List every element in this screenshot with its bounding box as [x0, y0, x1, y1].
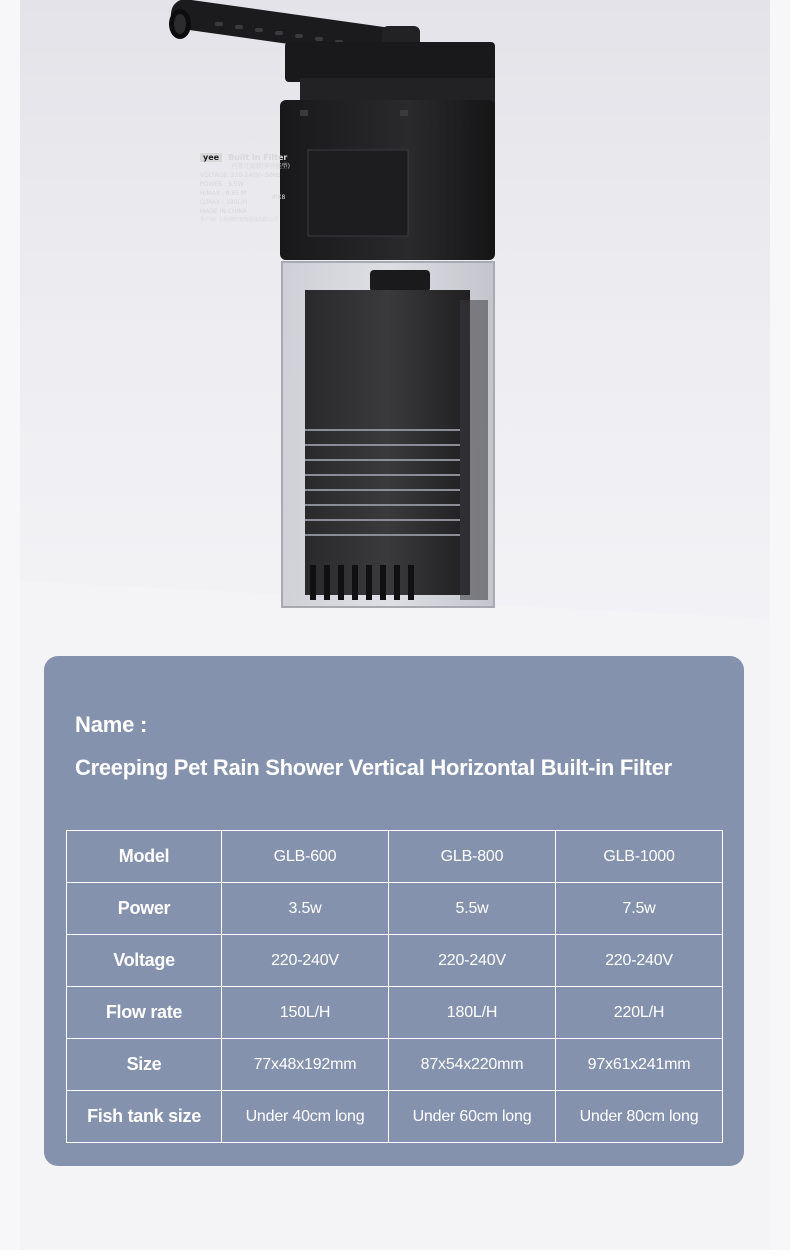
- filter-product-image: [160, 0, 505, 612]
- table-row: [67, 987, 723, 1039]
- table-cell: Under 40cm long: [222, 1091, 389, 1143]
- table-cell: 220-240V: [222, 935, 389, 987]
- name-label: Name :: [75, 712, 148, 737]
- table-row: [67, 883, 723, 935]
- table-cell: 87x54x220mm: [389, 1039, 556, 1091]
- right-frame-edge: [770, 0, 790, 1258]
- table-cell: 180L/H: [389, 987, 556, 1039]
- product-label-brand: yee: [200, 153, 222, 162]
- table-cell: 220-240V: [556, 935, 723, 987]
- product-label-subtitle: 内置过滤器(多功能型): [231, 163, 290, 170]
- product-label-line: Q/MAX : 180L/H: [200, 199, 248, 206]
- bottom-frame-edge: [0, 1250, 790, 1258]
- row-label-power: Power: [67, 883, 222, 935]
- table-cell: 220-240V: [389, 935, 556, 987]
- row-label-voltage: Voltage: [67, 935, 222, 987]
- table-cell: GLB-1000: [556, 831, 723, 883]
- product-label-line: MADE IN CHINA: [200, 208, 247, 215]
- product-label-title: Built in Filter: [228, 153, 288, 162]
- table-cell: GLB-600: [222, 831, 389, 883]
- table-cell: Under 80cm long: [556, 1091, 723, 1143]
- product-label-line: VOLTAGE: 220-240V~50Hz: [200, 172, 281, 179]
- table-cell: 220L/H: [556, 987, 723, 1039]
- table-cell: GLB-800: [389, 831, 556, 883]
- product-label-line: 生产商: 上海翊轩宠物用品有限公司: [200, 217, 279, 223]
- table-cell: 77x48x192mm: [222, 1039, 389, 1091]
- row-label-size: Size: [67, 1039, 222, 1091]
- left-frame-edge: [0, 0, 20, 1258]
- product-label-line: H/MAX : 0.65 M: [200, 190, 247, 197]
- table-row: [67, 1091, 723, 1143]
- table-cell: 5.5w: [389, 883, 556, 935]
- table-row: [67, 935, 723, 987]
- table-row: [67, 831, 723, 883]
- table-cell: Under 60cm long: [389, 1091, 556, 1143]
- product-label-rating: IPX8: [272, 194, 286, 201]
- row-label-fish-tank-size: Fish tank size: [67, 1091, 222, 1143]
- row-label-flow-rate: Flow rate: [67, 987, 222, 1039]
- table-cell: 3.5w: [222, 883, 389, 935]
- product-label: [200, 153, 290, 225]
- product-label-line: POWER : 5.5W: [200, 181, 244, 188]
- table-cell: 150L/H: [222, 987, 389, 1039]
- filter-illustration: [160, 0, 505, 612]
- product-name: Creeping Pet Rain Shower Vertical Horizontal Built-in Filter: [75, 755, 672, 780]
- table-cell: 97x61x241mm: [556, 1039, 723, 1091]
- spec-panel: [44, 656, 744, 1166]
- spec-table: [66, 830, 723, 1143]
- table-cell: 7.5w: [556, 883, 723, 935]
- row-label-model: Model: [67, 831, 222, 883]
- table-row: [67, 1039, 723, 1091]
